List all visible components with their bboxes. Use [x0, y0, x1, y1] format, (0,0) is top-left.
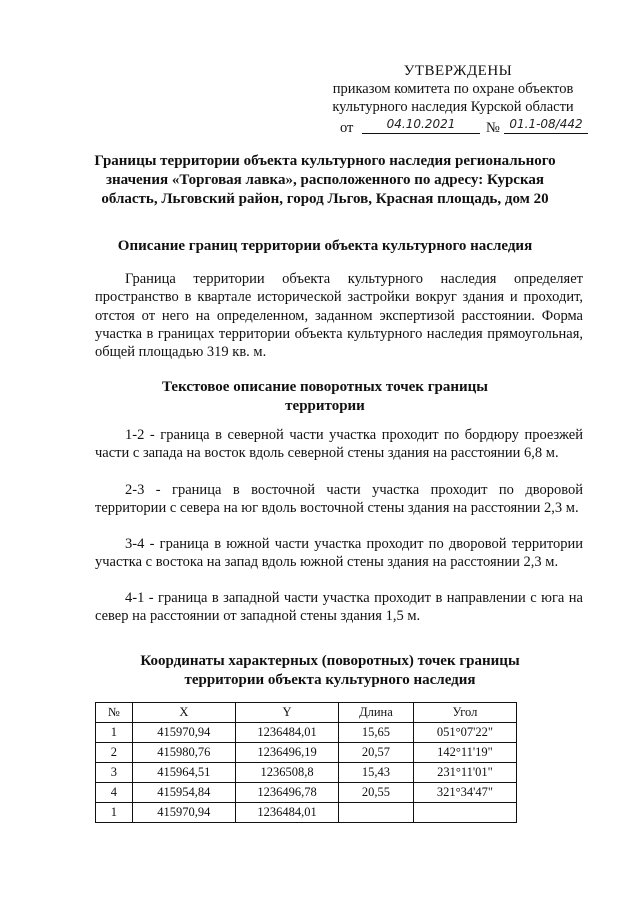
approval-title: УТВЕРЖДЕНЫ [403, 63, 513, 79]
table-cell: 1236484,01 [235, 723, 338, 743]
boundary-segment-1-2: 1-2 - граница в северной части участка проходит по бордюру проезжей части с запада на восток вдоль северной стены здания на расстоянии 6,8 м. [95, 427, 583, 462]
approval-line-1: приказом комитета по охране объектов [332, 81, 574, 97]
boundary-segment-3-4: 3-4 - граница в южной части участка проходит по дворовой территории участка с востока на запад вдоль южной стены здания на расстоянии 2,3 м. [95, 536, 583, 571]
table-cell: 1236484,01 [235, 803, 338, 823]
table-cell: 142°11'19" [413, 743, 516, 763]
table-cell: 415970,94 [132, 803, 235, 823]
column-header: № [96, 703, 133, 723]
table-cell: 20,55 [339, 783, 414, 803]
approval-date-number-line [318, 117, 588, 137]
text-description-heading: Текстовое описание поворотных точек границы территории [161, 379, 488, 414]
number-value: 01.1-08/442 [504, 117, 588, 134]
date-label: от [340, 120, 354, 136]
table-cell: 321°34'47" [413, 783, 516, 803]
coordinates-heading: Координаты характерных (поворотных) точек границы территории объекта культурного наследия [140, 653, 520, 688]
description-text: Граница территории объекта культурного наследия определяет пространство в квартале исторической застройки вокруг здания и проходит, отстоя от него на определенном, заданном экспертизой расстоянии. Форма участка в границах территории объекта культурного наследия прямоугольная, общей площадью 319 кв. м. [95, 271, 583, 361]
table-cell: 1 [96, 723, 133, 743]
table-row [96, 783, 517, 803]
coordinates-table [95, 702, 517, 823]
boundary-segment-2-3: 2-3 - граница в восточной части участка проходит по дворовой территории с севера на юг вдоль восточной стены здания на расстоянии 2,3 м. [95, 482, 583, 517]
approval-block [318, 62, 588, 137]
table-cell: 231°11'01" [413, 763, 516, 783]
column-header: Длина [339, 703, 414, 723]
table-cell: 3 [96, 763, 133, 783]
table-cell: 1 [96, 803, 133, 823]
table-row [96, 743, 517, 763]
number-label: № [486, 120, 500, 136]
table-cell [413, 803, 516, 823]
column-header: Угол [413, 703, 516, 723]
boundary-segment-4-1: 4-1 - граница в западной части участка проходит в направлении с юга на север на расстоянии от западной стены здания 1,5 м. [95, 590, 583, 625]
table-row [96, 803, 517, 823]
table-cell: 2 [96, 743, 133, 763]
table-cell: 415980,76 [132, 743, 235, 763]
column-header: Y [235, 703, 338, 723]
date-value: 04.10.2021 [362, 117, 480, 134]
main-title: Границы территории объекта культурного наследия регионального значения «Торговая лавка», расположенного по адресу: Курская область, Льговский район, город Льгов, Красная площадь, дом 20 [94, 153, 556, 207]
table-cell: 415970,94 [132, 723, 235, 743]
table-cell: 1236496,78 [235, 783, 338, 803]
table-row [96, 723, 517, 743]
table-cell: 15,43 [339, 763, 414, 783]
table-cell: 1236508,8 [235, 763, 338, 783]
table-cell: 4 [96, 783, 133, 803]
table-cell: 415954,84 [132, 783, 235, 803]
description-heading: Описание границ территории объекта культурного наследия [117, 238, 533, 254]
table-cell: 415964,51 [132, 763, 235, 783]
table-cell: 20,57 [339, 743, 414, 763]
table-cell: 1236496,19 [235, 743, 338, 763]
table-cell: 15,65 [339, 723, 414, 743]
table-cell: 051°07'22" [413, 723, 516, 743]
approval-line-2: культурного наследия Курской области [332, 99, 574, 115]
table-header-row [96, 703, 517, 723]
table-row [96, 763, 517, 783]
table-cell [339, 803, 414, 823]
column-header: X [132, 703, 235, 723]
